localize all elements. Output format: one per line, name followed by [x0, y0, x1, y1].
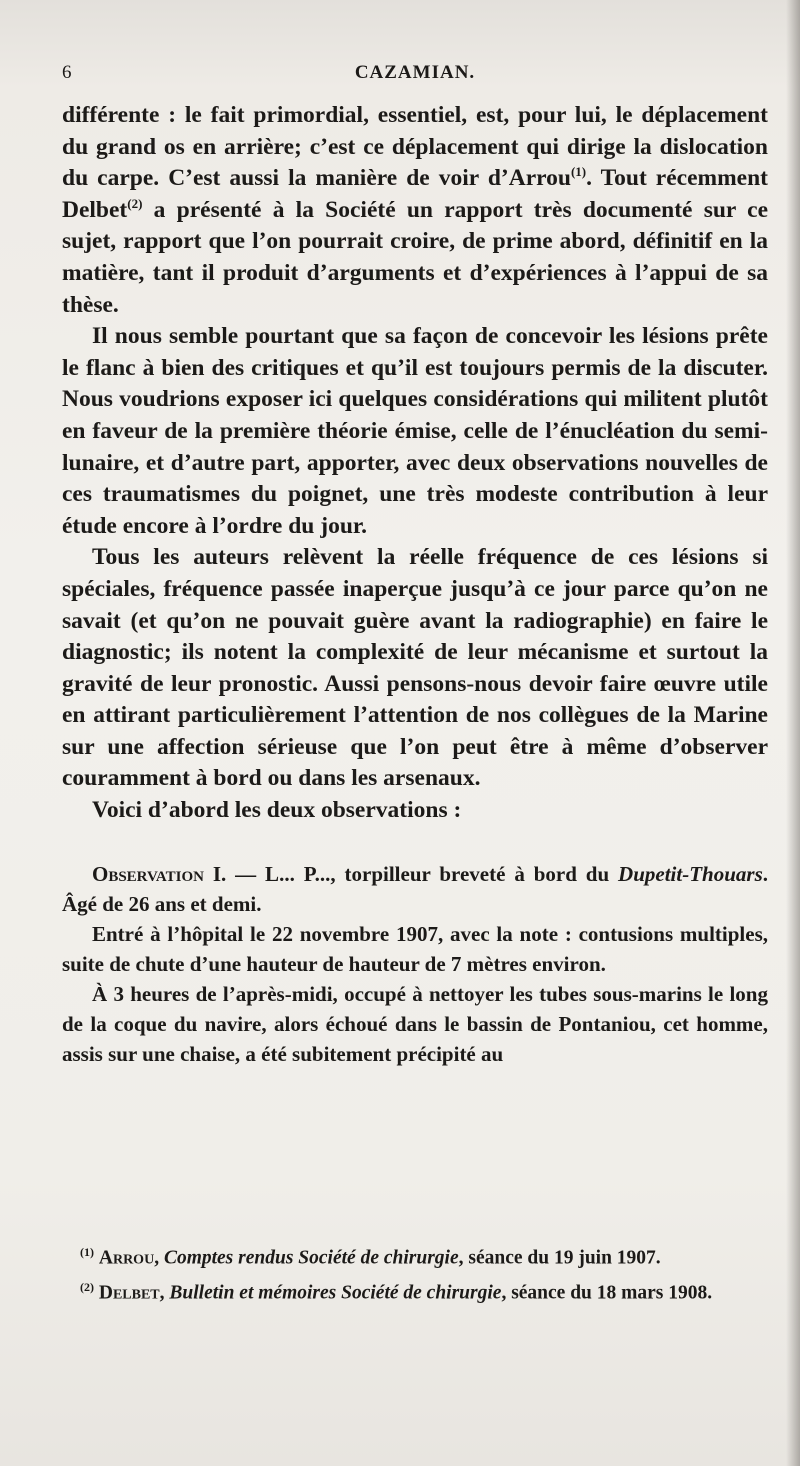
page-edge-shadow [786, 0, 800, 1466]
delbet-ref: . Tout récemment Delbet [62, 165, 768, 223]
paragraph-1-text: différente : le fait primordial, essentiel, est, pour lui, le déplacement du grand os en arrière; c’est ce déplacement qui dirige la dislocation du carpe. C’est aussi la manière de voir [62, 102, 768, 192]
footnote-1: $^{(1)}$ Arrou, Comptes rendus Société de chirurgie, séance du 19 juin 1907. [80, 1245, 661, 1269]
footnote-1-title: Comptes rendus Société de chirurgie [163, 1247, 459, 1269]
footnote-ref-2: (2) [127, 195, 143, 211]
running-title: CAZAMIAN. [354, 62, 476, 83]
footnotes [62, 1238, 768, 1307]
patient-age: . Âgé de 26 ans et demi. [62, 861, 768, 916]
observation-number: I. — L... P..., torpilleur breveté à bord du [203, 861, 619, 886]
ship-name: Dupetit-Thouars [618, 861, 763, 886]
paragraph-4: Voici d’abord les deux observations : [92, 797, 462, 824]
footnote-2-detail: , séance du 18 mars 1908. [501, 1282, 713, 1303]
observation-label: Observation [92, 861, 204, 886]
paragraph-1-rest: a présenté à la Société un rapport très documenté sur ce sujet, rapport que l’on pourrait croire, de prime abord, définitif en la matière, tant il produit d’arguments et d’expériences à l’appui de sa thèse. [62, 196, 768, 318]
footnote-1-detail: , séance du 19 juin 1907. [458, 1247, 661, 1269]
footnote-ref-1: (1) [570, 164, 587, 180]
observation-heading [62, 859, 768, 919]
paragraph-2: Il nous semble pourtant que sa façon de concevoir les lésions prête le flanc à bien des critiques et qu’il est toujours permis de la discuter. Nous voudrions exposer ici quelques considérations qui militent plutôt en faveur de la première théorie émise, celle de l’énucléation du semi-lunaire, et d’autre part, apporter, avec deux observations nouvelles de ces traumatismes du poignet, une très modeste contribution à leur étude encore à l’ordre du jour. [62, 323, 768, 539]
running-head [62, 62, 768, 92]
footnote-1-author: Arrou [98, 1247, 155, 1269]
footnote-2-author: Delbet [98, 1282, 160, 1303]
footnote-2: $^{(2)}$ Delbet, Bulletin et mémoires Société de chirurgie, séance du 18 mars 1908. [80, 1279, 713, 1303]
page-number: 6 [62, 62, 73, 83]
arrou-ref: d’Arrou [487, 165, 571, 192]
footnote-1-mark: (1) [80, 1245, 94, 1259]
paragraph-1 [62, 100, 768, 321]
body-text [62, 100, 768, 1069]
paragraph-3: Tous les auteurs relèvent la réelle fréquence de ces lésions si spéciales, fréquence passée inaperçue jusqu’à ce jour parce qu’on ne savait (et qu’on ne pouvait guère avant la radiographie) en faire le diagnostic; ils notent la complexité de leur mécanisme et surtout la gravité de leur pronostic. Aussi pensons-nous devoir faire œuvre utile en attirant particulièrement l’attention de nos collègues de la Marine sur une affection sérieuse que l’on peut être à même d’observer couramment à bord ou dans les arsenaux. [62, 544, 768, 792]
observation-account: À 3 heures de l’après-midi, occupé à nettoyer les tubes sous-marins le long de la coque du navire, alors échoué dans le bassin de Pontaniou, cet homme, assis sur une chaise, a été subitement précipité au [62, 981, 768, 1066]
footnote-2-title: Bulletin et mémoires Société de chirurgie [169, 1282, 502, 1303]
observation-entry: Entré à l’hôpital le 22 novembre 1907, avec la note : contusions multiples, suite de chute d’une hauteur de hauteur de 7 mètres environ. [62, 921, 768, 976]
footnote-2-mark: (2) [80, 1279, 94, 1294]
